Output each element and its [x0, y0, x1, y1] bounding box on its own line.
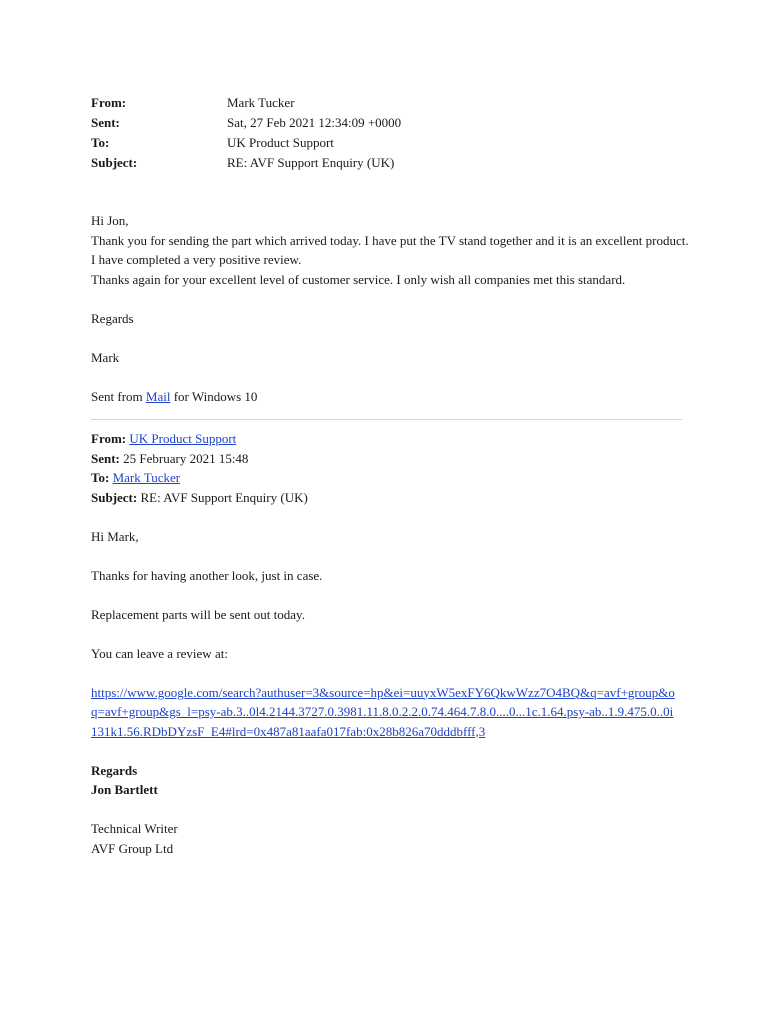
- header-subject-row: [91, 153, 691, 173]
- reply-line-3: Thanks again for your excellent level of customer service. I only wish all companies met this standard.: [91, 271, 626, 287]
- quoted-subject-row: [91, 488, 691, 508]
- from-value: Mark Tucker: [227, 95, 295, 110]
- quoted-from-row: [91, 429, 691, 449]
- to-value: UK Product Support: [227, 135, 334, 150]
- spacer: [91, 800, 691, 820]
- header-to-row: [91, 133, 691, 153]
- quoted-sent-row: [91, 449, 691, 469]
- header-gap: [91, 173, 691, 211]
- quoted-sent-label: Sent:: [91, 450, 120, 466]
- quoted-header: [91, 429, 691, 507]
- quoted-body: [91, 527, 691, 859]
- spacer: [91, 507, 691, 527]
- quote-divider: [91, 419, 682, 420]
- reply-body: [91, 211, 691, 406]
- quoted-from-label: From:: [91, 431, 127, 446]
- quoted-regards: Regards: [91, 762, 138, 778]
- quoted-line-1: Thanks for having another look, just in case.: [91, 567, 323, 583]
- signature-company: AVF Group Ltd: [91, 840, 174, 856]
- quoted-line-3: You can leave a review at:: [91, 645, 228, 661]
- spacer: [91, 289, 691, 309]
- quoted-to-label: To:: [91, 470, 110, 485]
- spacer: [91, 367, 691, 387]
- to-label: To:: [91, 135, 110, 150]
- quoted-greeting: Hi Mark,: [91, 528, 139, 544]
- subject-value: RE: AVF Support Enquiry (UK): [227, 155, 395, 170]
- sent-label: Sent:: [91, 115, 120, 130]
- review-link[interactable]: https://www.google.com/search?authuser=3&source=hp&ei=uuyxW5exFY6QkwWzz7O4BQ&q=avf+group&oq=avf+group&gs_l=psy-ab.3..0l4.2144.3727.0.3981.11.8.0.2.2.0.74.464.7.8.0....0...1c.1.64.psy-ab..1.9.475.0..0i131k1.56.RDbDYzsF_E4#lrd=0x487a81aafa017fab:0x28b826a70dddbfff,3: [91, 684, 675, 739]
- sent-from-suffix: for Windows 10: [170, 388, 258, 404]
- spacer: [91, 663, 691, 683]
- mail-app-link[interactable]: Mail: [145, 388, 171, 404]
- reply-line-1: Thank you for sending the part which arrived today. I have put the TV stand together and it is an excellent product.: [91, 232, 689, 248]
- quoted-subject-label: Subject:: [91, 489, 138, 505]
- from-label: From:: [91, 95, 127, 110]
- reply-name: Mark: [91, 349, 120, 365]
- spacer: [91, 328, 691, 348]
- reply-regards: Regards: [91, 310, 134, 326]
- reply-line-2: I have completed a very positive review.: [91, 252, 302, 267]
- signature-title: Technical Writer: [91, 821, 178, 836]
- spacer: [91, 624, 691, 644]
- header-from-row: [91, 93, 691, 113]
- quoted-line-2: Replacement parts will be sent out today.: [91, 606, 305, 622]
- sent-from-prefix: Sent from: [91, 388, 146, 404]
- sent-value: Sat, 27 Feb 2021 12:34:09 +0000: [227, 115, 402, 130]
- spacer: [91, 546, 691, 566]
- email-header: [91, 93, 691, 173]
- spacer: [91, 585, 691, 605]
- quoted-from-link[interactable]: UK Product Support: [129, 431, 237, 446]
- quoted-to-row: [91, 468, 691, 488]
- quoted-sent-value: 25 February 2021 15:48: [123, 450, 249, 466]
- quoted-subject-value: RE: AVF Support Enquiry (UK): [140, 489, 308, 505]
- quoted-to-link[interactable]: Mark Tucker: [112, 470, 181, 485]
- spacer: [91, 741, 691, 761]
- subject-label: Subject:: [91, 155, 138, 170]
- email-document: [91, 93, 691, 858]
- signature-name: Jon Bartlett: [91, 782, 158, 797]
- review-url-block: [91, 683, 676, 742]
- sent-from-line: [91, 387, 691, 407]
- header-sent-row: [91, 113, 691, 133]
- reply-greeting: Hi Jon,: [91, 213, 129, 228]
